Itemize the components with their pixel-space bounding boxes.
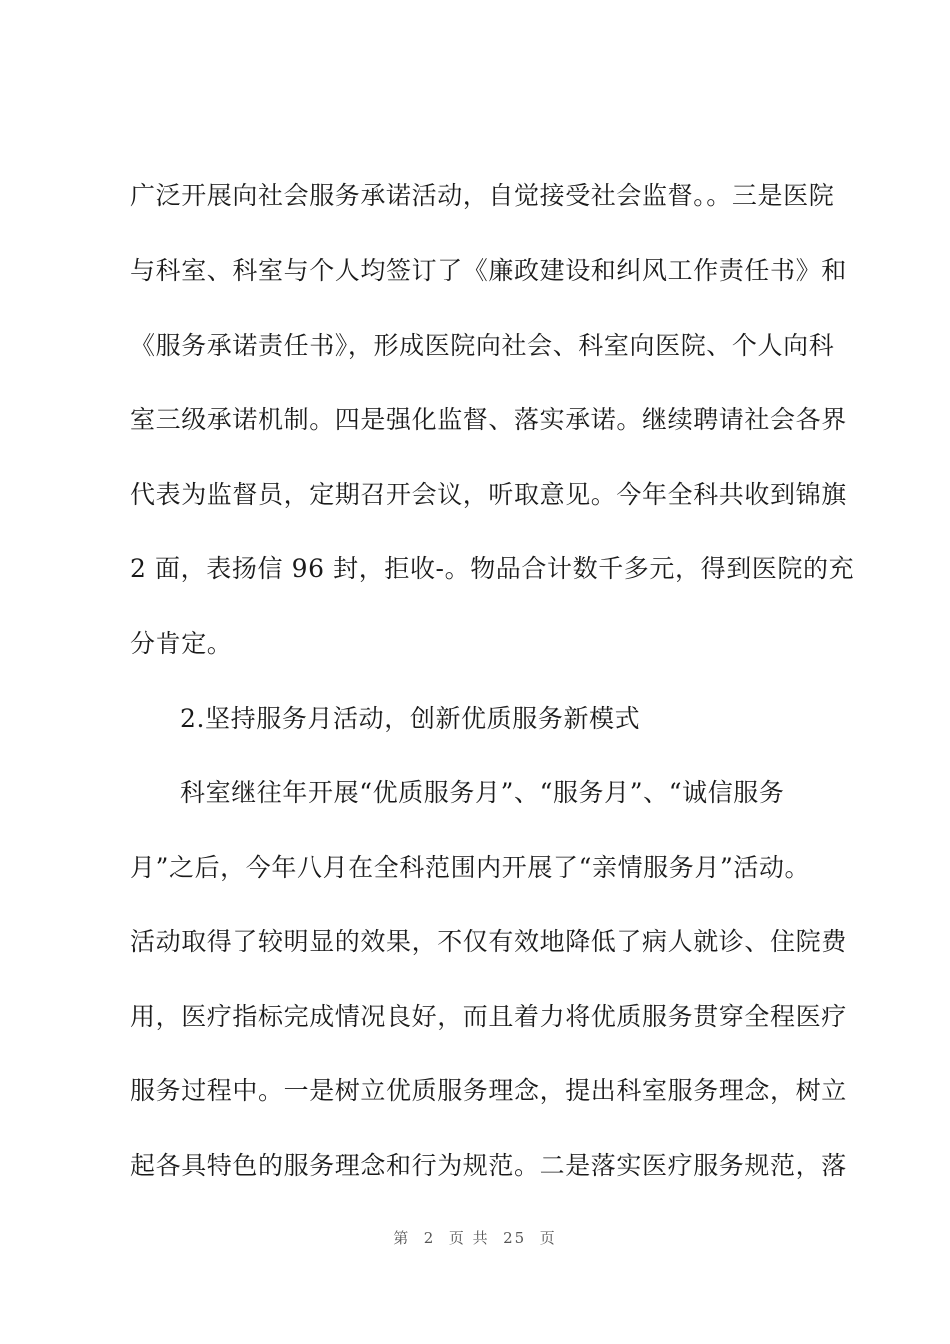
text-line: 代表为监督员，定期召开会议，听取意见。今年全科共收到锦旗 xyxy=(130,480,847,509)
text-line: 2 面，表扬信 96 封，拒收-。物品合计数千多元，得到医院的充 xyxy=(130,554,855,583)
text-line: 室三级承诺机制。四是强化监督、落实承诺。继续聘请社会各界 xyxy=(130,405,847,434)
text-line: 分肯定。 xyxy=(130,629,233,658)
text-line: 起各具特色的服务理念和行为规范。二是落实医疗服务规范，落 xyxy=(130,1151,847,1180)
text-line: 月”之后，今年八月在全科范围内开展了“亲情服务月”活动。 xyxy=(130,853,811,882)
text-line: 与科室、科室与个人均签订了《廉政建设和纠风工作责任书》和 xyxy=(130,256,847,285)
text-line: 用，医疗指标完成情况良好，而且着力将优质服务贯穿全程医疗 xyxy=(130,1002,847,1031)
text-line: 《服务承诺责任书》，形成医院向社会、科室向医院、个人向科 xyxy=(130,331,835,360)
text-line: 活动取得了较明显的效果，不仅有效地降低了病人就诊、住院费 xyxy=(130,927,847,956)
text-line: 服务过程中。一是树立优质服务理念，提出科室服务理念，树立 xyxy=(130,1076,847,1105)
page-number-footer: 第 2 页 共 25 页 xyxy=(393,1229,557,1247)
text-line: 广泛开展向社会服务承诺活动，自觉接受社会监督。。三是医院 xyxy=(130,181,835,210)
section-heading: 2.坚持服务月活动，创新优质服务新模式 xyxy=(180,704,641,733)
text-line: 科室继往年开展“优质服务月”、“服务月”、“诚信服务 xyxy=(180,778,785,807)
